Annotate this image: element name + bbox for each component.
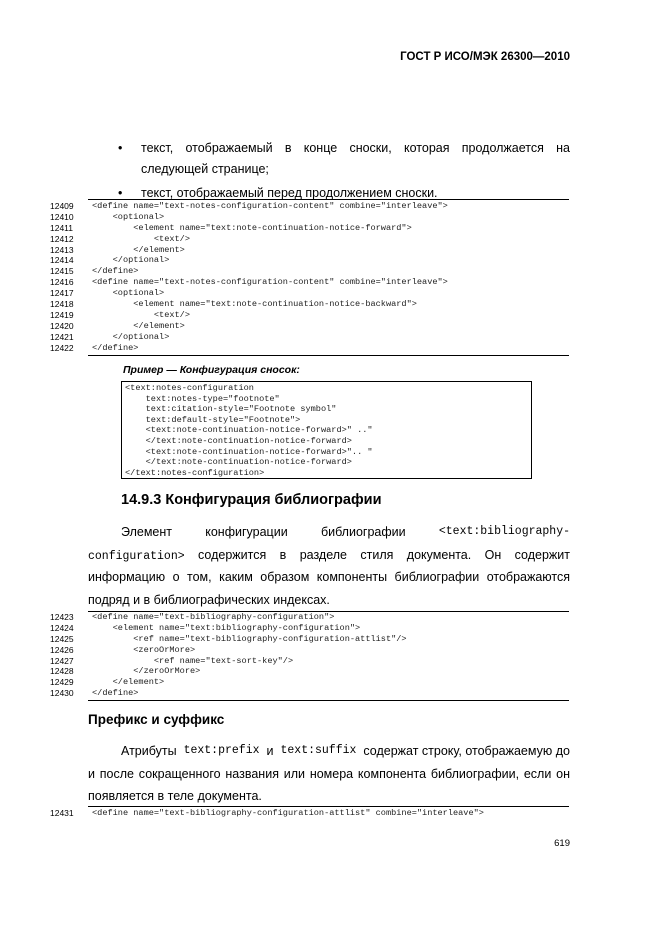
code-text: <element name="text:bibliography-configuration"> [92,622,361,633]
inline-code: configuration> [88,549,185,563]
code-text: <element name="text:note-continuation-notice-backward"> [92,299,417,310]
subsection-title: Префикс и суффикс [88,712,225,727]
code-line [50,321,448,332]
bullet-icon: • [118,141,123,155]
code-line [50,623,407,634]
paragraph-text: подряд и в библиографических индексах. [88,592,330,607]
line-number: 12429 [50,677,74,688]
code-bottom-rule [88,700,569,701]
code-top-rule [88,199,569,200]
code-line [50,234,448,245]
code-line [50,332,448,343]
paragraph-text: содержится в разделе стиля документа. Он содержит [198,547,570,562]
page-number: 619 [554,838,570,849]
line-number: 12419 [50,309,74,320]
code-text: <text/> [92,233,190,244]
inline-code: text:prefix [183,744,260,757]
code-text: </element> [92,244,185,255]
line-number: 12431 [50,808,74,818]
code-text: <element name="text:note-continuation-notice-forward"> [92,222,412,233]
code-line [50,688,407,699]
code-line [50,612,407,623]
line-number: 12427 [50,655,74,666]
line-number: 12428 [50,666,74,677]
line-number: 12415 [50,266,74,277]
line-number: 12410 [50,211,74,222]
code-text: </optional> [92,331,170,342]
line-number: 12414 [50,255,74,266]
line-number: 12417 [50,288,74,299]
bullet-list [118,138,570,204]
line-number: 12421 [50,331,74,342]
code-line [50,288,448,299]
inline-code: <text:bibliography- [438,525,570,538]
example-code-line: text:citation-style="Footnote symbol" [125,404,337,415]
example-box [121,381,532,479]
line-number: 12409 [50,201,74,211]
paragraph-text: библиографии [320,525,406,539]
code-text: <zeroOrMore> [92,644,196,655]
example-code-line: </text:notes-configuration> [125,467,265,478]
line-number: 12423 [50,612,74,622]
code-line [50,277,448,288]
code-line [50,656,407,667]
code-line [50,223,448,234]
list-item-text: следующей странице; [141,162,269,176]
line-number: 12424 [50,622,74,633]
example-title: Пример — Конфигурация сносок: [123,364,300,376]
list-item-text: текст, отображаемый в конце сноски, которая продолжается на [141,141,570,155]
list-item-text: текст, отображаемый перед продолжением сноски. [141,186,438,200]
code-text: <ref name="text-bibliography-configuration-attlist"/> [92,633,407,644]
list-item [118,138,570,180]
paragraph-text: и после сокращенного названия или номера компонента библиографии, если он [88,766,570,781]
line-number: 12413 [50,244,74,255]
code-text: <optional> [92,211,165,222]
line-number: 12426 [50,644,74,655]
code-block-notes [50,201,448,353]
code-text: <optional> [92,288,165,299]
line-number: 12422 [50,342,74,353]
inline-code: text:suffix [280,744,357,757]
code-line [50,677,407,688]
page-header: ГОСТ Р ИСО/МЭК 26300—2010 [400,51,570,63]
code-line [50,808,484,819]
paragraph-text: содержат строку, отображаемую до [363,744,570,758]
example-code-line: text:notes-type="footnote" [125,393,280,404]
line-number: 12430 [50,688,74,699]
code-line [50,299,448,310]
bullet-icon: • [118,186,123,200]
code-line [50,245,448,256]
paragraph-text: появляется в теле документа. [88,789,262,803]
code-text: <define name="text-notes-configuration-content" combine="interleave"> [92,201,448,211]
code-text: <define name="text-bibliography-configuration"> [92,612,335,622]
example-code-line: <text:note-continuation-notice-forward>" .." [125,425,373,436]
example-code-line: text:default-style="Footnote"> [125,414,301,425]
code-text: </define> [92,342,139,353]
code-text: <ref name="text-sort-key"/> [92,655,294,666]
code-text: </define> [92,688,139,699]
paragraph-bibliography [88,521,570,611]
line-number: 12420 [50,320,74,331]
paragraph-text: Атрибуты [121,744,177,758]
code-text: <text/> [92,309,190,320]
code-text: </element> [92,320,185,331]
line-number: 12416 [50,277,74,288]
code-top-rule [88,806,569,807]
paragraph-text: конфигурации [205,525,288,539]
code-text: <define name="text-notes-configuration-content" combine="interleave"> [92,277,448,288]
line-number: 12412 [50,233,74,244]
code-line [50,634,407,645]
code-line [50,666,407,677]
code-block-attlist [50,808,484,819]
code-text: </zeroOrMore> [92,666,201,677]
code-line [50,212,448,223]
code-line [50,255,448,266]
code-line [50,645,407,656]
line-number: 12418 [50,299,74,310]
example-code-line: <text:note-continuation-notice-forward>".. " [125,446,373,457]
code-text: <define name="text-bibliography-configuration-attlist" combine="interleave"> [92,808,484,818]
code-text: </element> [92,677,165,688]
paragraph-text: информацию о том, каким образом компоненты библиографии отображаются [88,570,570,584]
paragraph-prefix-suffix [88,740,570,808]
example-code-line: </text:note-continuation-notice-forward> [125,435,352,446]
line-number: 12425 [50,633,74,644]
code-bottom-rule [88,355,569,356]
code-line [50,310,448,321]
code-line [50,201,448,212]
paragraph-text: Элемент [121,525,172,539]
example-code-line: <text:notes-configuration [125,383,254,393]
code-text: </optional> [92,255,170,266]
example-code-line: </text:note-continuation-notice-forward> [125,457,352,468]
code-text: </define> [92,266,139,277]
section-title: 14.9.3 Конфигурация библиографии [121,492,382,508]
paragraph-text: и [266,744,274,758]
code-line [50,343,448,354]
line-number: 12411 [50,222,74,233]
code-block-bibliography [50,612,407,699]
code-line [50,266,448,277]
